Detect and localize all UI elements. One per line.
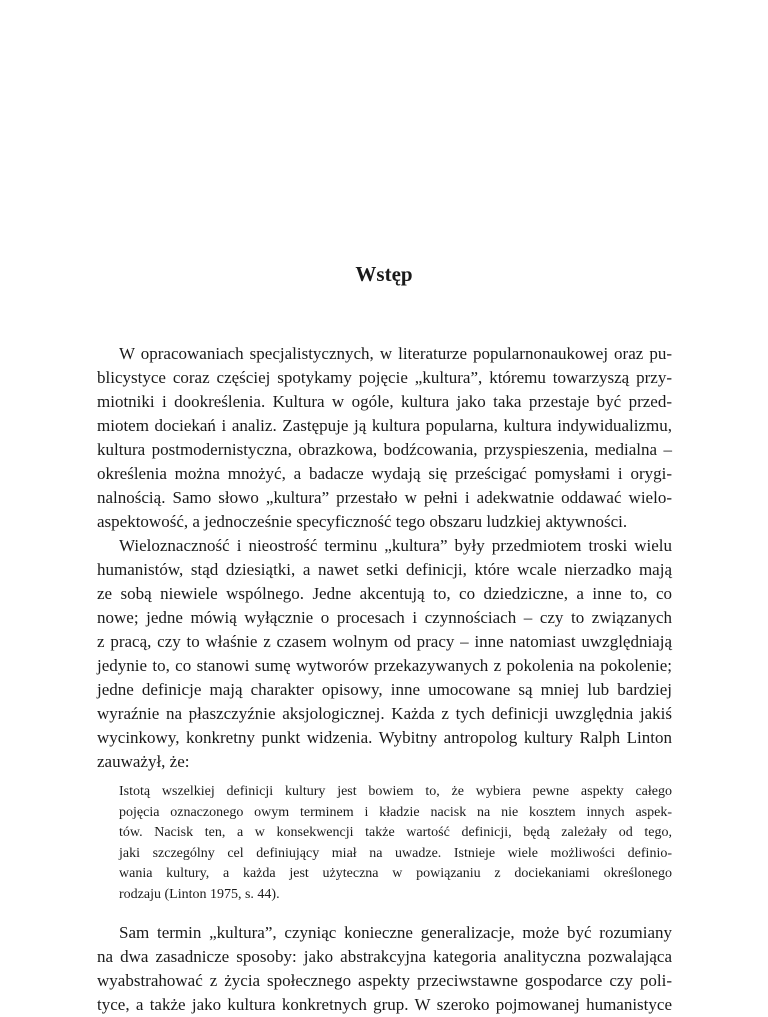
text-line: Sam termin „kultura”, czyniąc konieczne generalizacje, może być rozumiany (119, 923, 672, 942)
text-line: nalnością. Samo słowo „kultura” przestało w pełni i adekwatnie oddawać wielo- (97, 488, 672, 507)
body-text (97, 342, 672, 1017)
quote-line: wania kultury, a każda jest użyteczna w powiązaniu z dociekaniami określonego (119, 866, 672, 881)
text-line: miotem dociekań i analiz. Zastępuje ją kultura popularna, kultura indywidualizmu, (97, 416, 672, 435)
text-line: wyabstrahować z życia społecznego aspekty przeciwstawne gospodarce czy poli- (97, 971, 672, 990)
paragraph-3 (97, 921, 672, 1017)
text-line: kultura postmodernistyczna, obrazkowa, bodźcowania, przyspieszenia, medialna – (97, 440, 672, 459)
text-line: humanistów, stąd dziesiątki, a nawet setki definicji, które wcale nierzadko mają (97, 560, 672, 579)
quote-line: tów. Nacisk ten, a w konsekwencji także wartość definicji, będą zależały od tego, (119, 825, 672, 840)
text-line: W opracowaniach specjalistycznych, w literaturze popularnonaukowej oraz pu- (119, 344, 672, 363)
text-line: na dwa zasadnicze sposoby: jako abstrakcyjna kategoria analityczna pozwalająca (97, 947, 672, 966)
text-line: ze sobą niewiele wspólnego. Jedne akcentują to, co dziedziczne, a inne to, co (97, 584, 672, 603)
paragraph-2 (97, 534, 672, 774)
text-line: tyce, a także jako kultura konkretnych grup. W szeroko pojmowanej humanistyce (97, 995, 672, 1014)
quote-line: pojęcia oznaczonego owym terminem i kładzie nacisk na nie kosztem innych aspek- (119, 804, 672, 820)
text-line: jedne definicje mają charakter opisowy, inne umocowane są mniej lub bardziej (97, 680, 672, 699)
text-line: zauważył, że: (97, 752, 190, 771)
text-line: blicystyce coraz częściej spotykamy pojęcie „kultura”, któremu towarzyszą przy- (97, 368, 672, 387)
text-line: wycinkowy, konkretny punkt widzenia. Wybitny antropolog kultury Ralph Linton (97, 728, 672, 747)
text-line: z pracą, czy to właśnie z czasem wolnym od pracy – inne natomiast uwzględniają (97, 632, 672, 651)
text-line: określenia można mnożyć, a badacze wydają się prześcigać pomysłami i orygi- (97, 464, 672, 483)
paragraph-1 (97, 342, 672, 534)
quote-line: Istotą wszelkiej definicji kultury jest bowiem to, że wybiera pewne aspekty całego (119, 784, 672, 799)
block-quote (97, 782, 672, 905)
text-line: Wieloznaczność i nieostrość terminu „kultura” były przedmiotem troski wielu (119, 536, 672, 555)
text-line: miotniki i dookreślenia. Kultura w ogóle, kultura jako taka przestaje być przed- (97, 392, 672, 411)
quote-line: rodzaju (Linton 1975, s. 44). (119, 886, 280, 902)
text-line: wyraźnie na płaszczyźnie aksjologicznej. Każda z tych definicji uwzględnia jakiś (97, 704, 672, 723)
quote-line: jaki szczególny cel definiujący miał na uwadze. Istnieje wiele możliwości definio- (119, 845, 672, 861)
text-line: aspektowość, a jednocześnie specyficzność tego obszaru ludzkiej aktywności. (97, 512, 628, 531)
page-title: Wstęp (355, 262, 413, 286)
text-line: nowe; jedne mówią wyłącznie o procesach i czynnościach – czy to związanych (97, 608, 672, 627)
text-line: jedynie to, co stanowi sumę wytworów przekazywanych z pokolenia na pokolenie; (97, 656, 672, 675)
